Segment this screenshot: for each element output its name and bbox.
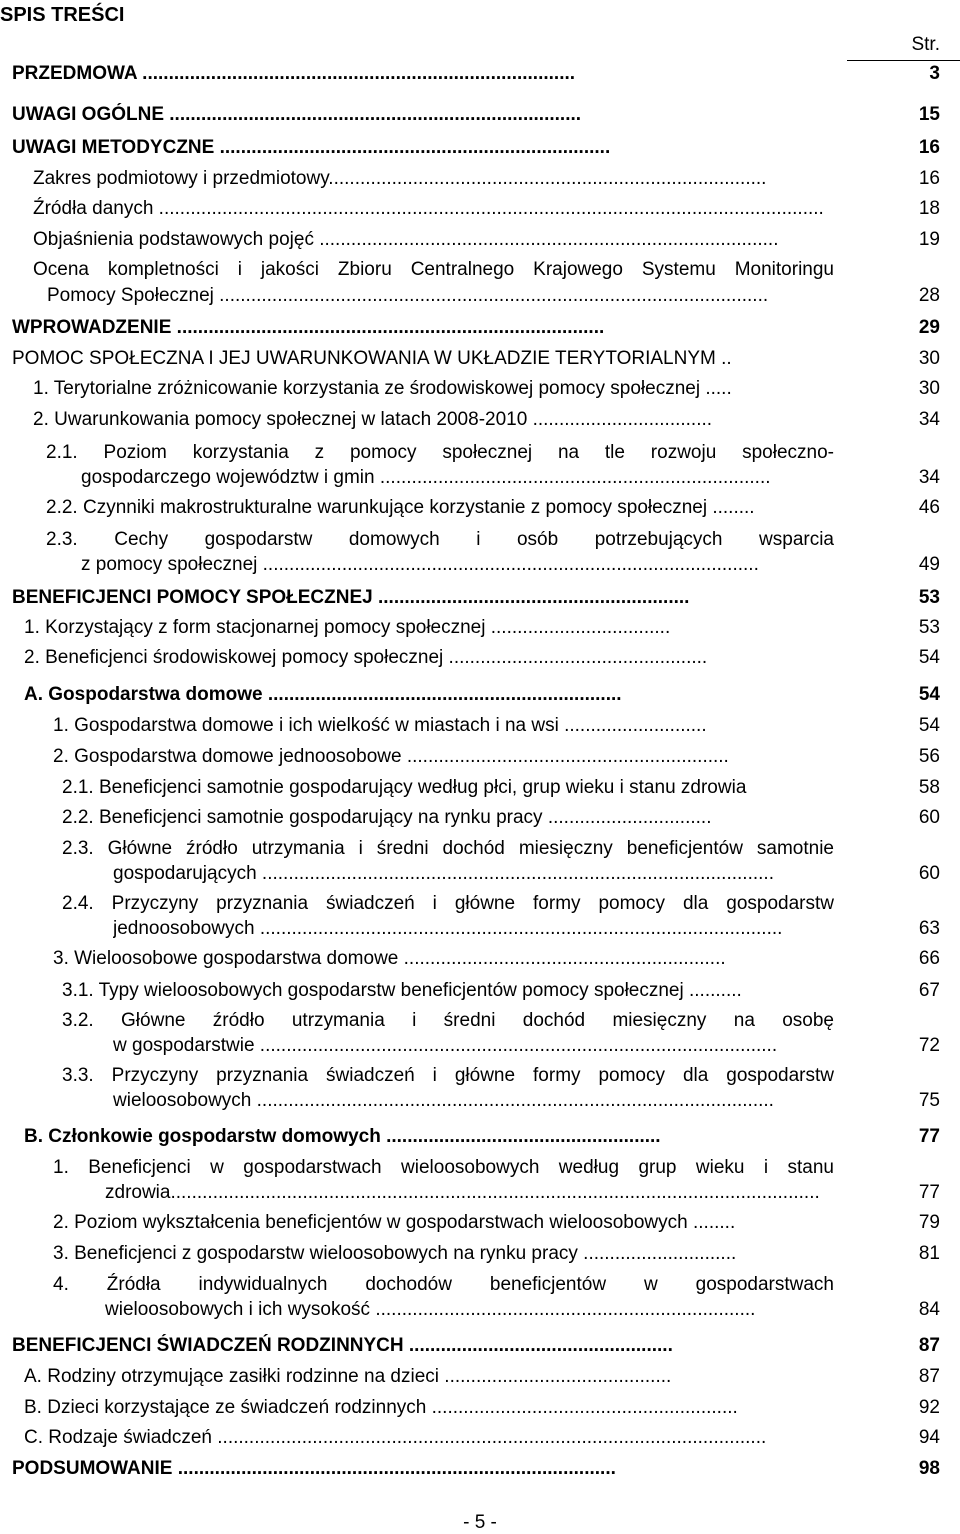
toc-entry-label: 2. Beneficjenci środowiskowej pomocy społecznej ................................................. bbox=[24, 647, 708, 668]
toc-entry-label: 1. Beneficjenci w gospodarstwach wieloosobowych według grup wieku i stanu bbox=[53, 1157, 834, 1178]
toc-entry-page: 77 bbox=[918, 1126, 940, 1147]
toc-entry-page: 60 bbox=[918, 807, 940, 828]
toc-entry-page: 3 bbox=[929, 63, 940, 84]
toc-entry-page: 53 bbox=[918, 617, 940, 638]
toc-entry-page: 30 bbox=[918, 378, 940, 399]
toc-entry-label: Pomocy Społecznej ........................................................................................................ bbox=[47, 285, 769, 306]
toc-entry-label: 1. Korzystający z form stacjonarnej pomocy społecznej .................................. bbox=[24, 617, 671, 638]
toc-entry-label: gospodarczego województw i gmin .......................................................................... bbox=[81, 467, 771, 488]
toc-entry-label: jednoosobowych ................................................................................................... bbox=[113, 918, 783, 939]
toc-entry-page: 28 bbox=[918, 285, 940, 306]
page-number: - 5 - bbox=[463, 1512, 497, 1533]
toc-entry-page: 15 bbox=[918, 104, 940, 125]
toc-entry-label: 4. Źródła indywidualnych dochodów beneficjentów w gospodarstwach bbox=[53, 1274, 834, 1295]
toc-entry-label: C. Rodzaje świadczeń ........................................................................................................ bbox=[24, 1427, 767, 1448]
toc-entry-label: B. Członkowie gospodarstw domowych .................................................... bbox=[24, 1126, 661, 1147]
toc-entry-label: wieloosobowych .................................................................................................. bbox=[113, 1090, 774, 1111]
toc-entry-page: 87 bbox=[918, 1366, 940, 1387]
toc-entry-page: 49 bbox=[918, 554, 940, 575]
toc-entry-page: 54 bbox=[918, 647, 940, 668]
toc-entry-label: 2.3. Cechy gospodarstw domowych i osób potrzebujących wsparcia bbox=[46, 529, 834, 550]
toc-entry-page: 87 bbox=[918, 1335, 940, 1356]
page-title: SPIS TREŚCI bbox=[0, 4, 125, 26]
toc-entry-page: 84 bbox=[918, 1299, 940, 1320]
toc-entry-page: 67 bbox=[918, 980, 940, 1001]
toc-entry-label: 1. Gospodarstwa domowe i ich wielkość w miastach i na wsi ........................... bbox=[53, 715, 707, 736]
toc-entry-label: 2. Poziom wykształcenia beneficjentów w gospodarstwach wieloosobowych ........ bbox=[53, 1212, 736, 1233]
toc-entry-label: 2.2. Beneficjenci samotnie gospodarujący na rynku pracy ............................... bbox=[62, 807, 712, 828]
toc-entry-label: w gospodarstwie .................................................................................................. bbox=[113, 1035, 778, 1056]
toc-entry-label: B. Dzieci korzystające ze świadczeń rodzinnych .......................................................... bbox=[24, 1397, 738, 1418]
toc-entry-label: 3.3. Przyczyny przyznania świadczeń i główne formy pomocy dla gospodarstw bbox=[62, 1065, 834, 1086]
toc-entry-page: 75 bbox=[918, 1090, 940, 1111]
toc-entry-page: 77 bbox=[918, 1182, 940, 1203]
toc-entry-label: 3. Wieloosobowe gospodarstwa domowe ............................................................. bbox=[53, 948, 726, 969]
toc-entry-page: 54 bbox=[918, 715, 940, 736]
toc-entry-page: 94 bbox=[918, 1427, 940, 1448]
toc-entry-label: A. Gospodarstwa domowe ................................................................... bbox=[24, 684, 622, 705]
header-rule bbox=[847, 60, 960, 61]
toc-entry-label: 2.4. Przyczyny przyznania świadczeń i główne formy pomocy dla gospodarstw bbox=[62, 893, 834, 914]
toc-entry-page: 92 bbox=[918, 1397, 940, 1418]
toc-entry-label: UWAGI OGÓLNE .............................................................................. bbox=[12, 104, 582, 125]
toc-entry-page: 66 bbox=[918, 948, 940, 969]
toc-entry-label: 1. Terytorialne zróżnicowanie korzystania ze środowiskowej pomocy społecznej ..... bbox=[33, 378, 732, 399]
toc-entry-label: 3.1. Typy wieloosobowych gospodarstw beneficjentów pomocy społecznej .......... bbox=[62, 980, 742, 1001]
toc-entry-label: A. Rodziny otrzymujące zasiłki rodzinne na dzieci ........................................... bbox=[24, 1366, 672, 1387]
toc-entry-label: 3. Beneficjenci z gospodarstw wieloosobowych na rynku pracy ............................. bbox=[53, 1243, 737, 1264]
toc-entry-page: 19 bbox=[918, 229, 940, 250]
toc-entry-page: 56 bbox=[918, 746, 940, 767]
toc-entry-label: 3.2. Główne źródło utrzymania i średni dochód miesięczny na osobę bbox=[62, 1010, 834, 1031]
toc-entry-label: PRZEDMOWA .................................................................................. bbox=[12, 63, 576, 84]
toc-entry-label: WPROWADZENIE ................................................................................. bbox=[12, 317, 605, 338]
toc-entry-page: 72 bbox=[918, 1035, 940, 1056]
toc-entry-page: 30 bbox=[918, 348, 940, 369]
toc-entry-label: z pomocy społecznej .............................................................................................. bbox=[81, 554, 759, 575]
toc-entry-label: 2.1. Poziom korzystania z pomocy społecznej na tle rozwoju społeczno- bbox=[46, 442, 834, 463]
toc-entry-label: Ocena kompletności i jakości Zbioru Centralnego Krajowego Systemu Monitoringu bbox=[33, 259, 834, 280]
toc-entry-page: 54 bbox=[918, 684, 940, 705]
toc-entry-label: Zakres podmiotowy i przedmiotowy................................................................................... bbox=[33, 168, 767, 189]
toc-entry-page: 46 bbox=[918, 497, 940, 518]
toc-entry-page: 34 bbox=[918, 409, 940, 430]
toc-entry-page: 60 bbox=[918, 863, 940, 884]
toc-entry-page: 63 bbox=[918, 918, 940, 939]
toc-entry-page: 53 bbox=[918, 587, 940, 608]
toc-entry-label: 2.3. Główne źródło utrzymania i średni dochód miesięczny beneficjentów samotnie bbox=[62, 838, 834, 859]
toc-entry-page: 29 bbox=[918, 317, 940, 338]
toc-entry-label: 2. Gospodarstwa domowe jednoosobowe ............................................................. bbox=[53, 746, 729, 767]
toc-entry-page: 18 bbox=[918, 198, 940, 219]
toc-entry-label: UWAGI METODYCZNE .......................................................................... bbox=[12, 137, 611, 158]
toc-entry-page: 58 bbox=[918, 777, 940, 798]
toc-entry-page: 16 bbox=[918, 168, 940, 189]
toc-entry-label: Objaśnienia podstawowych pojęć ....................................................................................... bbox=[33, 229, 779, 250]
toc-entry-label: Źródła danych .............................................................................................................................. bbox=[33, 198, 824, 219]
toc-entry-page: 79 bbox=[918, 1212, 940, 1233]
toc-entry-label: 2.2. Czynniki makrostrukturalne warunkujące korzystanie z pomocy społecznej ........ bbox=[46, 497, 755, 518]
toc-entry-label: PODSUMOWANIE ................................................................................... bbox=[12, 1458, 616, 1479]
toc-entry-label: BENEFICJENCI ŚWIADCZEŃ RODZINNYCH .................................................. bbox=[12, 1335, 673, 1356]
toc-entry-page: 81 bbox=[918, 1243, 940, 1264]
toc-entry-page: 16 bbox=[918, 137, 940, 158]
toc-entry-page: 98 bbox=[918, 1458, 940, 1479]
toc-entry-label: zdrowia........................................................................................................................... bbox=[105, 1182, 820, 1203]
toc-entry-label: 2.1. Beneficjenci samotnie gospodarujący według płci, grup wieku i stanu zdrowia bbox=[62, 777, 747, 798]
toc-entry-label: 2. Uwarunkowania pomocy społecznej w latach 2008-2010 .................................. bbox=[33, 409, 713, 430]
toc-entry-page: 34 bbox=[918, 467, 940, 488]
toc-entry-label: BENEFICJENCI POMOCY SPOŁECZNEJ ........................................................... bbox=[12, 587, 690, 608]
page-column-header: Str. bbox=[911, 34, 940, 55]
toc-entry-label: POMOC SPOŁECZNA I JEJ UWARUNKOWANIA W UKŁADZIE TERYTORIALNYM .. bbox=[12, 348, 732, 369]
toc-entry-label: gospodarujących ................................................................................................. bbox=[113, 863, 774, 884]
toc-entry-label: wieloosobowych i ich wysokość ........................................................................ bbox=[105, 1299, 756, 1320]
